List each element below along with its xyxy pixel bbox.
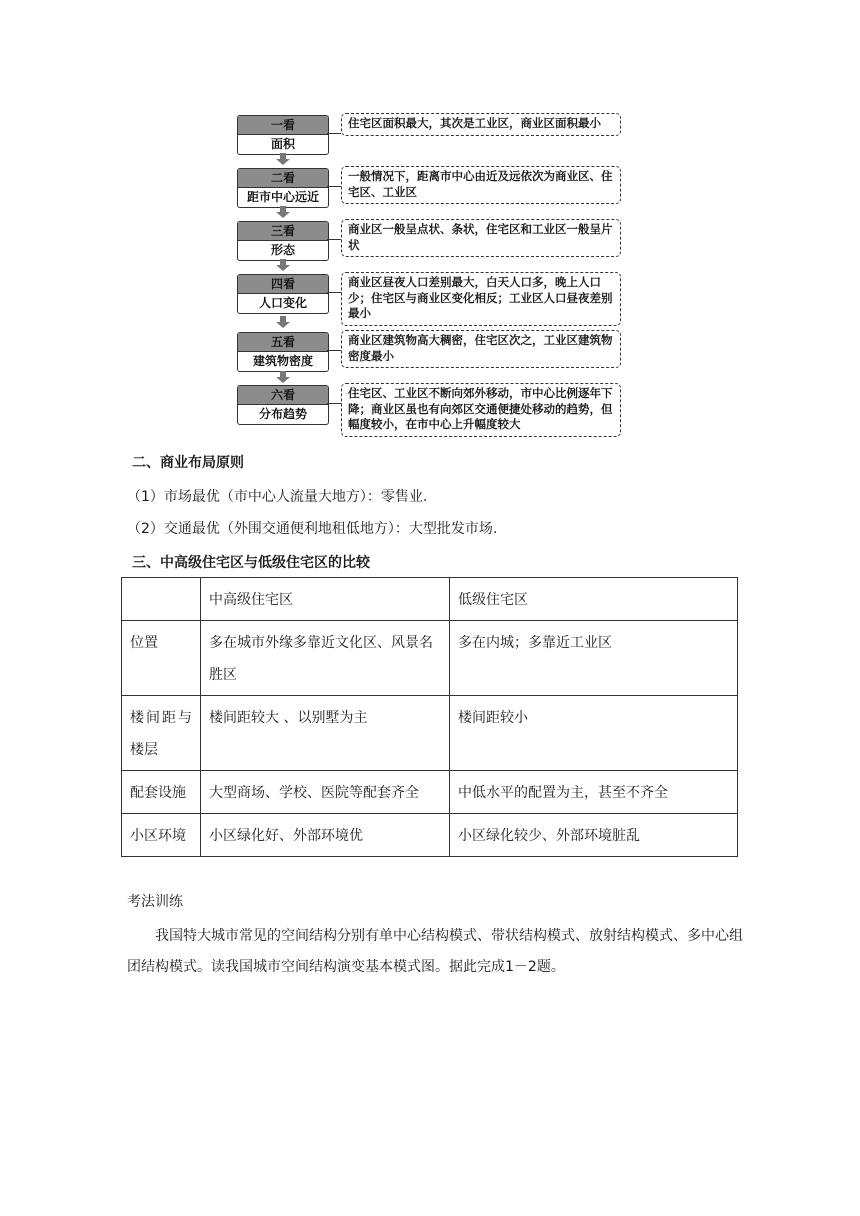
table-cell: 多在内城；多靠近工业区 [450,621,738,696]
flow-step-head: 四看 [238,275,328,294]
flow-step-box [237,332,329,372]
table-cell: 小区绿化较少、外部环境脏乱 [450,814,738,857]
flow-step-note: 住宅区、工业区不断向郊外移动，市中心比例逐年下降；商业区虽也有向郊区交通便捷处移动的趋势，但幅度较小，在市中心上升幅度较大 [341,383,621,437]
flow-step-note: 商业区昼夜人口差别最大，白天人口多，晚上人口少；住宅区与商业区变化相反；工业区人口昼夜差别最小 [341,272,621,326]
principle-item-1: （1）市场最优（市中心人流量大地方）：零售业. [127,489,428,505]
training-paragraph: 我国特大城市常见的空间结构分别有单中心结构模式、带状结构模式、放射结构模式、多中心组团结构模式。读我国城市空间结构演变基本模式图。据此完成1－2题。 [127,928,743,975]
section-heading-commerce: 二、商业布局原则 [132,455,244,471]
comparison-flowchart [237,112,627,432]
flow-step-sub: 建筑物密度 [252,354,313,368]
connector-line [327,292,341,293]
connector-line [327,186,341,187]
flow-step-head: 二看 [238,169,328,188]
flow-step-sub: 人口变化 [258,296,307,310]
connector-line [327,239,341,240]
table-cell: 楼间距较大 、以别墅为主 [201,696,450,771]
flow-step-box [237,274,329,314]
flow-step-sub: 分布趋势 [258,407,307,421]
flow-step-box [237,115,329,155]
connector-line [327,133,341,134]
table-cell: 多在城市外缘多靠近文化区、风景名胜区 [201,621,450,696]
table-header-cell: 低级住宅区 [450,578,738,621]
table-row [122,696,738,771]
table-cell: 位置 [122,621,201,696]
flow-step-box [237,168,329,208]
flow-step-note: 商业区一般呈点状、条状，住宅区和工业区一般呈片状 [341,219,621,257]
table-cell: 大型商场、学校、医院等配套齐全 [201,771,450,814]
residential-comparison-table [121,577,738,857]
flow-step-head: 一看 [238,116,328,135]
table-cell: 配套设施 [122,771,201,814]
table-cell: 小区环境 [122,814,201,857]
table-header-row [122,578,738,621]
table-header-cell [122,578,201,621]
table-cell: 楼间距与楼层 [122,696,201,771]
flow-step-head: 三看 [238,222,328,241]
flow-step-note: 住宅区面积最大，其次是工业区，商业区面积最小 [341,113,621,136]
connector-line [327,350,341,351]
flow-step-sub: 面积 [270,137,295,151]
flow-step-note: 商业区建筑物高大稠密，住宅区次之，工业区建筑物密度最小 [341,330,621,368]
flow-step-note: 一般情况下，距离市中心由近及远依次为商业区、住宅区、工业区 [341,166,621,204]
table-cell: 中低水平的配置为主，甚至不齐全 [450,771,738,814]
table-cell: 楼间距较小 [450,696,738,771]
flow-step-box [237,385,329,425]
table-row [122,814,738,857]
table-cell: 小区绿化好、外部环境优 [201,814,450,857]
flow-step-sub: 形态 [270,243,295,257]
training-heading: 考法训练 [127,894,183,910]
flow-step-head: 六看 [238,386,328,405]
connector-line [327,403,341,404]
flow-step-sub: 距市中心远近 [246,190,319,204]
flow-step-box [237,221,329,261]
flow-step-head: 五看 [238,333,328,352]
table-row [122,621,738,696]
table-row [122,771,738,814]
section-heading-residential: 三、中高级住宅区与低级住宅区的比较 [132,555,370,571]
principle-item-2: （2）交通最优（外围交通便利地租低地方）：大型批发市场. [127,521,498,537]
table-header-cell: 中高级住宅区 [201,578,450,621]
